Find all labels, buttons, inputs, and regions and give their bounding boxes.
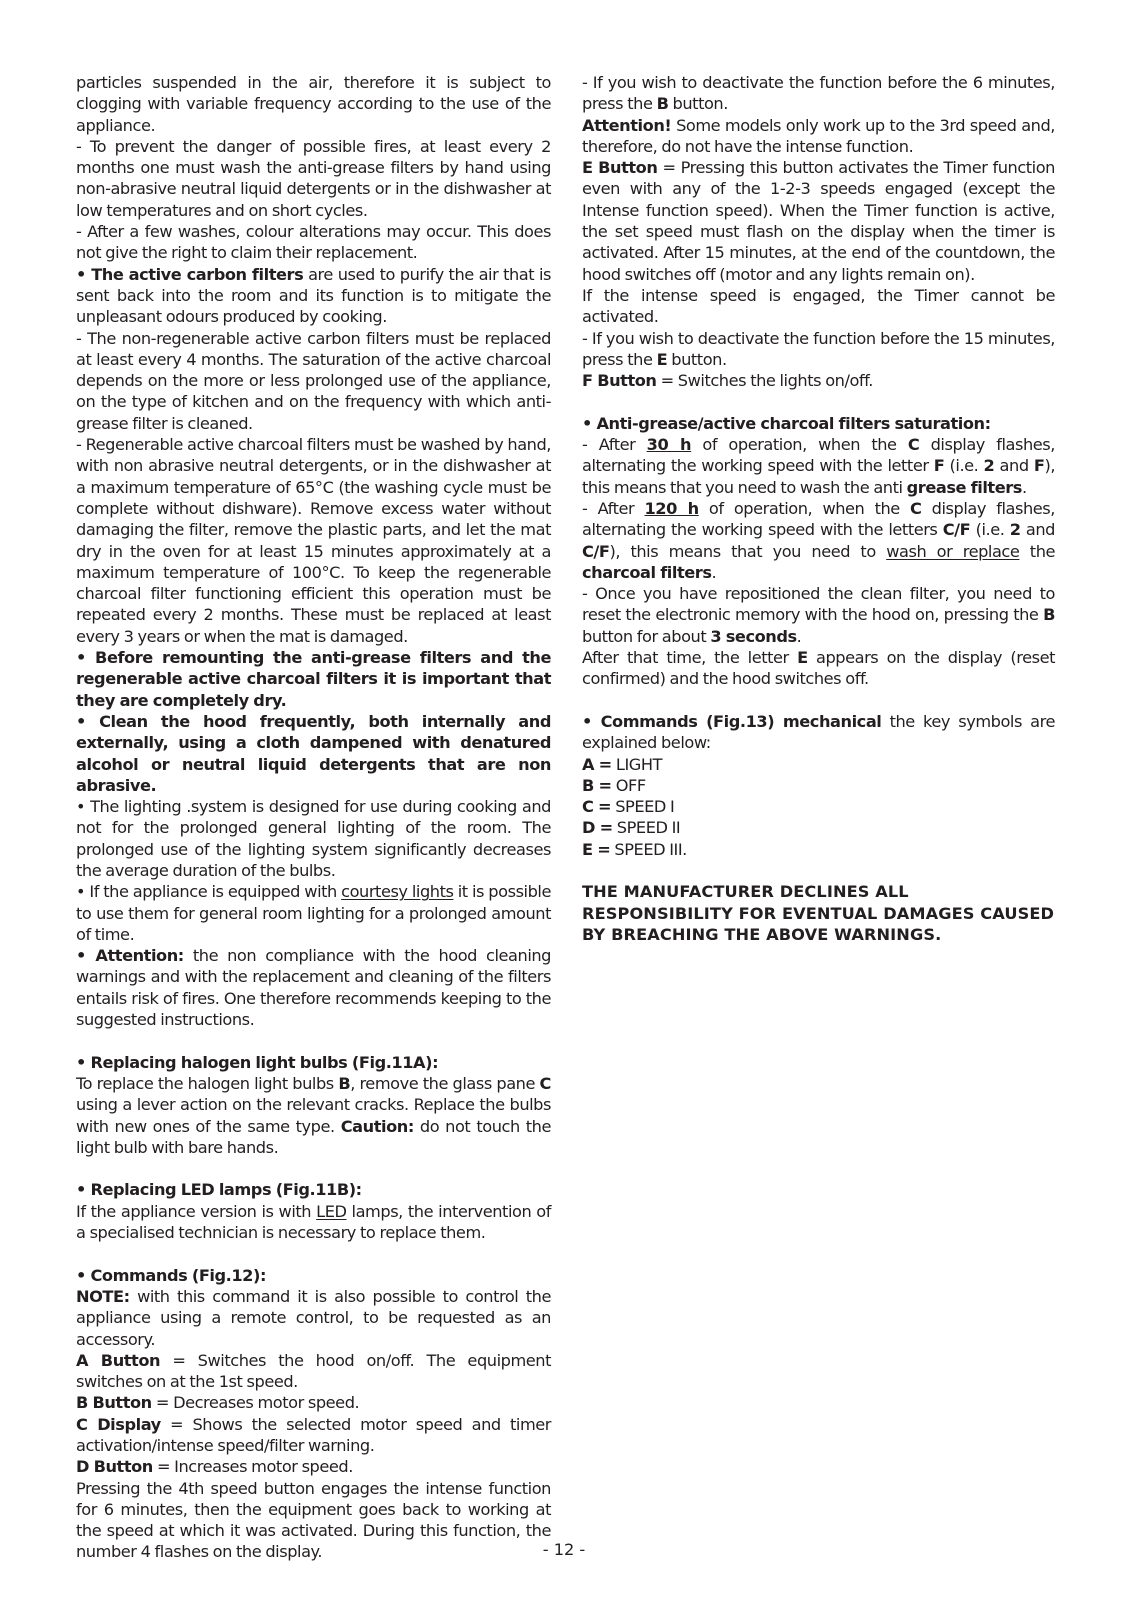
- paragraph: [582, 647, 1055, 690]
- text-run: lamps, the intervention of a specialised technician is necessary to replace them.: [76, 1201, 551, 1243]
- paragraph-gap: [76, 1158, 551, 1179]
- paragraph: [582, 583, 1055, 647]
- paragraph: [582, 72, 1055, 115]
- paragraph: [76, 945, 551, 1030]
- paragraph: [76, 1286, 551, 1350]
- text-run: SPEED I: [611, 797, 675, 817]
- text-run: the: [1019, 541, 1056, 561]
- text-run: display flashes, alternating the working speed with the letter: [582, 435, 1055, 476]
- paragraph: [76, 434, 551, 647]
- bold-text: • Attention:: [76, 946, 184, 966]
- paragraph: [76, 1052, 551, 1073]
- paragraph: [76, 1414, 551, 1457]
- paragraph-gap: [76, 1243, 551, 1264]
- bold-text: B: [338, 1073, 351, 1093]
- text-run: of operation, when the: [691, 435, 908, 455]
- text-run: button for about: [582, 626, 711, 646]
- text-run: ), this means that you need to wash the anti: [582, 456, 1056, 497]
- text-run: - After a few washes, colour alterations may occur. This does not give the right to claim their replacement.: [76, 222, 551, 263]
- bold-text: E: [797, 648, 808, 668]
- text-run: - To prevent the danger of possible fires, at least every 2 months one must wash the anti-grease filters by hand using non-abrasive neutral liquid detergents or in the dishwasher at low temperatures and on short cycles.: [76, 136, 551, 220]
- bold-text: C: [910, 498, 922, 518]
- paragraph: [76, 796, 551, 881]
- text-run: button.: [667, 349, 727, 369]
- text-run: SPEED II: [612, 818, 681, 838]
- text-run: and: [1020, 520, 1055, 540]
- paragraph: [582, 285, 1055, 328]
- bold-text: A =: [582, 754, 612, 774]
- bold-text: • Before remounting the anti-grease filters and the regenerable active charcoal filters it is important that they are completely dry.: [76, 648, 551, 710]
- text-run: • If the appliance is equipped with: [76, 882, 342, 902]
- bold-text: C =: [582, 797, 612, 817]
- left-column: [76, 72, 551, 1563]
- bold-text: C/F: [942, 520, 971, 540]
- paragraph: [76, 711, 551, 796]
- bold-text: E =: [582, 839, 611, 859]
- paragraph: [76, 264, 551, 328]
- text-run: and: [994, 456, 1034, 476]
- paragraph: [76, 72, 551, 136]
- text-run: Pressing the 4th speed button engages the intense function for 6 minutes, then the equipment goes back to working at the speed at which it was activated. During this function, the number 4 flashes on the display.: [76, 1478, 551, 1562]
- bold-text: • Clean the hood frequently, both internally and externally, using a cloth dampened with denatured alcohol or neutral liquid detergents that are non abrasive.: [76, 711, 551, 795]
- text-run: (i.e.: [944, 456, 984, 476]
- bold-text: B =: [582, 775, 612, 795]
- text-run: After that time, the letter: [582, 648, 798, 668]
- underlined-text: LED: [316, 1201, 347, 1221]
- paragraph-gap: [582, 690, 1055, 711]
- bold-text: THE MANUFACTURER DECLINES ALL RESPONSIBILITY FOR EVENTUAL DAMAGES CAUSED BY BREACHING THE ABOVE WARNINGS.: [582, 882, 1055, 944]
- text-run: ), this means that you need to: [609, 541, 887, 561]
- text-run: If the intense speed is engaged, the Timer cannot be activated.: [582, 285, 1055, 327]
- paragraph: [582, 413, 1055, 434]
- paragraph: [582, 711, 1055, 754]
- paragraph: [582, 498, 1055, 583]
- bold-text: • The active carbon filters: [76, 264, 304, 284]
- text-run: OFF: [611, 775, 646, 795]
- paragraph-gap: [582, 860, 1055, 881]
- text-run: - If you wish to deactivate the function before the 6 minutes, press the: [582, 73, 1055, 114]
- bold-text: • Replacing halogen light bulbs (Fig.11A):: [76, 1052, 439, 1072]
- bold-text: F: [1033, 456, 1045, 476]
- text-run: - After: [582, 498, 645, 518]
- bold-text: E: [656, 349, 668, 369]
- paragraph: [76, 221, 551, 264]
- paragraph: [76, 1350, 551, 1393]
- text-run: appears on the display (reset confirmed) and the hood switches off.: [582, 648, 1055, 689]
- text-run: using a lever action on the relevant cracks. Replace the bulbs with new ones of the same type.: [76, 1095, 551, 1136]
- paragraph: [76, 328, 551, 434]
- paragraph: [76, 1179, 551, 1200]
- text-run: .: [711, 562, 717, 582]
- text-run: button.: [668, 94, 728, 114]
- text-run: - The non-regenerable active carbon filters must be replaced at least every 4 months. The saturation of the active charcoal depends on the more or less prolonged use of the appliance, on the type of kitchen and on the frequency with which anti-grease filter is cleaned.: [76, 328, 551, 433]
- paragraph-gap: [76, 1030, 551, 1051]
- text-run: the non compliance with the hood cleaning warnings and with the replacement and cleaning of the filters entails risk of fires. One therefore recommends keeping to the suggested instructions.: [76, 946, 551, 1030]
- bold-underlined-text: 30 h: [646, 435, 692, 455]
- text-run: the key symbols are explained below:: [582, 711, 1055, 753]
- text-run: display flashes, alternating the working speed with the letters: [582, 498, 1055, 540]
- text-run: .: [796, 626, 802, 646]
- paragraph: [582, 157, 1055, 285]
- text-run: - Once you have repositioned the clean filter, you need to reset the electronic memory with the hood on, pressing the: [582, 584, 1055, 625]
- bold-text: C: [539, 1073, 551, 1093]
- bold-text: C Display: [76, 1414, 161, 1434]
- paragraph: [582, 328, 1055, 371]
- paragraph: [582, 754, 1055, 775]
- paragraph: [76, 1201, 551, 1244]
- bold-text: B Button: [76, 1393, 152, 1413]
- text-run: = Switches the hood on/off. The equipment switches on at the 1st speed.: [76, 1350, 551, 1392]
- bold-text: grease filters: [906, 477, 1022, 497]
- text-run: = Increases motor speed.: [152, 1457, 353, 1477]
- text-run: , remove the glass pane: [350, 1073, 540, 1093]
- text-run: = Switches the lights on/off.: [656, 371, 873, 391]
- underlined-text: wash or replace: [886, 541, 1020, 561]
- text-run: To replace the halogen light bulbs: [76, 1073, 339, 1093]
- bold-text: B: [1043, 605, 1055, 625]
- paragraph: [76, 1265, 551, 1286]
- bold-text: F Button: [582, 371, 657, 391]
- paragraph: [76, 1073, 551, 1158]
- text-run: - If you wish to deactivate the function before the 15 minutes, press the: [582, 328, 1055, 369]
- bold-text: NOTE:: [76, 1286, 130, 1306]
- bold-text: B: [656, 94, 669, 114]
- page-number: - 12 -: [542, 1540, 586, 1559]
- bold-underlined-text: 120 h: [644, 498, 699, 518]
- bold-text: Attention!: [582, 115, 672, 135]
- text-run: particles suspended in the air, therefore it is subject to clogging with variable frequency according to the use of the appliance.: [76, 73, 551, 135]
- text-run: of operation, when the: [698, 498, 911, 518]
- bold-text: C: [907, 435, 920, 455]
- bold-text: D Button: [76, 1457, 153, 1477]
- text-run: = Decreases motor speed.: [151, 1393, 360, 1413]
- paragraph: [582, 370, 1055, 391]
- bold-text: C/F: [582, 541, 610, 561]
- bold-text: • Replacing LED lamps (Fig.11B):: [76, 1180, 362, 1200]
- text-run: LIGHT: [611, 754, 663, 774]
- paragraph: [582, 881, 1055, 945]
- text-run: with this command it is also possible to control the appliance using a remote control, to be requested as an accessory.: [76, 1286, 551, 1349]
- underlined-text: courtesy lights: [341, 882, 454, 902]
- bold-text: F: [933, 456, 945, 476]
- paragraph: [76, 1456, 551, 1477]
- bold-text: 2: [983, 456, 995, 476]
- paragraph: [582, 434, 1055, 498]
- text-run: • The lighting .system is designed for use during cooking and not for the prolonged general lighting of the room. The prolonged use of the lighting system significantly decreases the average duration of the bulbs.: [76, 797, 551, 880]
- text-run: do not touch the light bulb with bare hands.: [76, 1116, 551, 1157]
- text-run: Some models only work up to the 3rd speed and, therefore, do not have the intense function.: [582, 115, 1055, 156]
- bold-text: • Anti-grease/active charcoal filters saturation:: [582, 413, 991, 433]
- bold-text: • Commands (Fig.12):: [76, 1265, 266, 1285]
- text-run: it is possible to use them for general room lighting for a prolonged amount of time.: [76, 882, 551, 944]
- paragraph: [582, 115, 1055, 158]
- text-run: (i.e.: [970, 520, 1010, 540]
- bold-text: 2: [1009, 520, 1021, 540]
- paragraph-gap: [582, 391, 1055, 412]
- bold-text: Caution:: [340, 1116, 414, 1136]
- bold-text: charcoal filters: [582, 562, 712, 582]
- text-run: .: [1021, 477, 1027, 497]
- paragraph: [76, 1392, 551, 1413]
- paragraph: [582, 775, 1055, 796]
- paragraph: [76, 881, 551, 945]
- paragraph: [76, 136, 551, 221]
- bold-text: E Button: [582, 158, 658, 178]
- right-column: [582, 72, 1055, 945]
- text-run: - After: [582, 435, 647, 455]
- text-run: If the appliance version is with: [76, 1201, 317, 1221]
- paragraph: [582, 839, 1055, 860]
- text-run: = Shows the selected motor speed and timer activation/intense speed/filter warning.: [76, 1414, 551, 1455]
- text-run: = Pressing this button activates the Timer function even with any of the 1-2-3 speeds engaged (except the Intense function speed). When the Timer function is active, the set speed must flash on the display when the timer is activated. After 15 minutes, at the end of the countdown, the hood switches off (motor and any lights remain on).: [582, 158, 1055, 284]
- text-run: SPEED III.: [610, 839, 687, 859]
- bold-text: A Button: [76, 1350, 161, 1370]
- paragraph: [76, 647, 551, 711]
- bold-text: 3 seconds: [710, 626, 797, 646]
- text-run: - Regenerable active charcoal filters must be washed by hand, with non abrasive neutral detergents, or in the dishwasher at a maximum temperature of 65°C (the washing cycle must be complete without dishware). Remove excess water without damaging the filter, remove the plastic parts, and let the mat dry in the oven for at least 15 minutes approximately at a maximum temperature of 100°C. To keep the regenerable charcoal filter functioning efficient this operation must be repeated every 2 months. These must be replaced at least every 3 years or when the mat is damaged.: [76, 435, 551, 646]
- bold-text: • Commands (Fig.13) mechanical: [582, 711, 882, 731]
- text-run: are used to purify the air that is sent back into the room and its function is to mitigate the unpleasant odours produced by cooking.: [76, 264, 552, 327]
- bold-text: D =: [582, 818, 613, 838]
- paragraph: [582, 796, 1055, 817]
- paragraph: [582, 817, 1055, 838]
